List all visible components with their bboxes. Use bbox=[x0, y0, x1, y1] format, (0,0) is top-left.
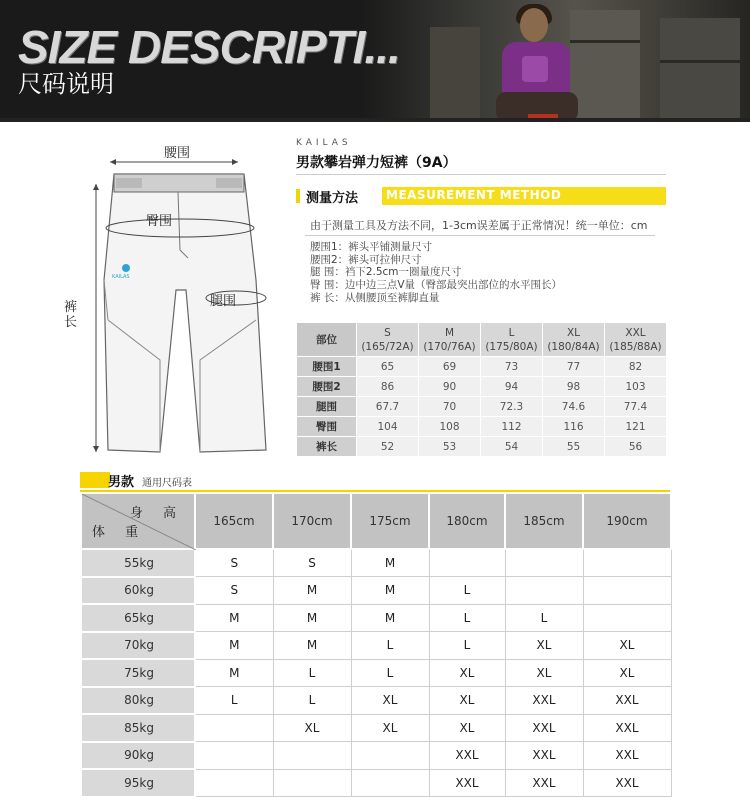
weight-label: 75kg bbox=[81, 659, 195, 687]
thigh-label: 腿围 bbox=[210, 294, 237, 309]
size-cell: XL bbox=[429, 659, 505, 687]
size-header: L (175/80A) bbox=[481, 323, 543, 357]
temple-pillar bbox=[430, 27, 480, 122]
divider bbox=[305, 235, 655, 236]
size-cell: L bbox=[351, 632, 429, 660]
table-cell: 98 bbox=[543, 377, 605, 397]
section-title-cn: 测量方法 bbox=[306, 191, 359, 206]
table-row bbox=[81, 714, 671, 742]
size-header: M (170/76A) bbox=[419, 323, 481, 357]
size-cell bbox=[273, 742, 351, 770]
men-chart-header bbox=[80, 470, 670, 492]
men-chart-title: 男款 bbox=[108, 475, 135, 490]
logo-text: KAILAS bbox=[112, 274, 130, 280]
size-header: XXL (185/88A) bbox=[605, 323, 667, 357]
weight-label: 80kg bbox=[81, 687, 195, 715]
table-row bbox=[81, 604, 671, 632]
row-label: 腰围1 bbox=[297, 357, 357, 377]
model-photo bbox=[488, 4, 586, 122]
table-cell: 82 bbox=[605, 357, 667, 377]
size-cell: XXL bbox=[505, 742, 583, 770]
size-cell: L bbox=[505, 604, 583, 632]
height-header: 185cm bbox=[505, 493, 583, 549]
legend-item: 腰围1：裤头平铺测量尺寸 bbox=[310, 241, 433, 253]
size-cell: M bbox=[351, 577, 429, 605]
table-cell: 52 bbox=[357, 437, 419, 457]
size-cell: L bbox=[429, 604, 505, 632]
banner-stripe bbox=[0, 118, 750, 122]
temple-detail bbox=[660, 60, 740, 63]
size-cell: XL bbox=[429, 687, 505, 715]
table-row bbox=[81, 577, 671, 605]
table-cell: 55 bbox=[543, 437, 605, 457]
table-cell: 90 bbox=[419, 377, 481, 397]
size-cell bbox=[429, 549, 505, 577]
legend-item: 臀 围：边中边三点V量（臀部最突出部位的水平围长） bbox=[310, 279, 563, 292]
table-cell: 116 bbox=[543, 417, 605, 437]
size-cell bbox=[505, 577, 583, 605]
section-marker bbox=[80, 472, 110, 488]
table-cell: 53 bbox=[419, 437, 481, 457]
size-cell: L bbox=[273, 659, 351, 687]
length-label: 裤长 bbox=[64, 300, 78, 330]
size-cell: XXL bbox=[583, 769, 671, 797]
size-cell bbox=[505, 549, 583, 577]
divider bbox=[296, 174, 666, 175]
table-header-row bbox=[81, 493, 671, 549]
table-cell: 56 bbox=[605, 437, 667, 457]
size-header: XL (180/84A) bbox=[543, 323, 605, 357]
size-cell bbox=[351, 742, 429, 770]
table-cell: 73 bbox=[481, 357, 543, 377]
table-cell: 77.4 bbox=[605, 397, 667, 417]
size-cell: M bbox=[273, 577, 351, 605]
table-corner bbox=[81, 493, 195, 549]
row-label: 腿围 bbox=[297, 397, 357, 417]
size-cell: L bbox=[351, 659, 429, 687]
table-row bbox=[81, 549, 671, 577]
table-cell: 70 bbox=[419, 397, 481, 417]
men-size-chart bbox=[80, 492, 672, 798]
size-cell: S bbox=[273, 549, 351, 577]
size-cell bbox=[583, 549, 671, 577]
size-cell: M bbox=[195, 632, 273, 660]
size-cell: XXL bbox=[505, 769, 583, 797]
pants-diagram bbox=[60, 140, 290, 460]
table-cell: 104 bbox=[357, 417, 419, 437]
height-header: 180cm bbox=[429, 493, 505, 549]
header-banner bbox=[0, 0, 750, 122]
size-cell: XL bbox=[351, 714, 429, 742]
size-cell: XL bbox=[429, 714, 505, 742]
brand-name: KAILAS bbox=[296, 138, 352, 148]
corner-height-label: 身 高 bbox=[129, 506, 184, 521]
size-cell bbox=[351, 769, 429, 797]
row-label: 腰围2 bbox=[297, 377, 357, 397]
size-cell bbox=[195, 769, 273, 797]
height-header: 190cm bbox=[583, 493, 671, 549]
size-cell: M bbox=[351, 604, 429, 632]
height-header: 170cm bbox=[273, 493, 351, 549]
size-cell: M bbox=[195, 659, 273, 687]
size-cell: M bbox=[195, 604, 273, 632]
pants-illustration bbox=[60, 140, 290, 460]
size-cell: XXL bbox=[583, 714, 671, 742]
banner-subtitle: 尺码说明 bbox=[18, 70, 114, 98]
row-label: 裤长 bbox=[297, 437, 357, 457]
size-cell: XL bbox=[505, 659, 583, 687]
weight-label: 95kg bbox=[81, 769, 195, 797]
table-cell: 65 bbox=[357, 357, 419, 377]
size-cell: XL bbox=[583, 659, 671, 687]
corner-weight-label: 体 重 bbox=[92, 525, 147, 540]
size-cell: L bbox=[273, 687, 351, 715]
weight-label: 90kg bbox=[81, 742, 195, 770]
table-cell: 69 bbox=[419, 357, 481, 377]
size-cell: XL bbox=[583, 632, 671, 660]
table-row bbox=[297, 437, 667, 457]
table-cell: 77 bbox=[543, 357, 605, 377]
size-cell bbox=[273, 769, 351, 797]
table-row bbox=[81, 659, 671, 687]
temple-pillar bbox=[660, 18, 740, 122]
table-cell: 72.3 bbox=[481, 397, 543, 417]
size-cell bbox=[583, 577, 671, 605]
table-row bbox=[81, 632, 671, 660]
size-cell: XXL bbox=[505, 687, 583, 715]
size-cell: XL bbox=[505, 632, 583, 660]
size-cell: XXL bbox=[583, 687, 671, 715]
table-cell: 67.7 bbox=[357, 397, 419, 417]
size-header: S (165/72A) bbox=[357, 323, 419, 357]
legend-item: 腰围2：裤头可拉伸尺寸 bbox=[310, 253, 422, 266]
table-row bbox=[297, 417, 667, 437]
size-cell bbox=[583, 604, 671, 632]
table-row bbox=[81, 769, 671, 797]
table-cell: 108 bbox=[419, 417, 481, 437]
table-corner: 部位 bbox=[297, 323, 357, 357]
table-row bbox=[297, 357, 667, 377]
legend-item: 腿 围：裆下2.5cm一圈量度尺寸 bbox=[310, 266, 462, 279]
size-cell: M bbox=[273, 632, 351, 660]
measurement-section-header bbox=[296, 187, 666, 205]
size-cell: L bbox=[429, 632, 505, 660]
table-row bbox=[297, 397, 667, 417]
size-cell: XL bbox=[273, 714, 351, 742]
table-row bbox=[81, 742, 671, 770]
row-label: 臀围 bbox=[297, 417, 357, 437]
table-cell: 54 bbox=[481, 437, 543, 457]
weight-label: 65kg bbox=[81, 604, 195, 632]
men-chart-body bbox=[81, 549, 671, 797]
weight-label: 70kg bbox=[81, 632, 195, 660]
table-cell: 74.6 bbox=[543, 397, 605, 417]
weight-label: 85kg bbox=[81, 714, 195, 742]
size-cell: XXL bbox=[429, 769, 505, 797]
table-cell: 112 bbox=[481, 417, 543, 437]
banner-title: SIZE DESCRIPTI... bbox=[18, 21, 400, 73]
table-row bbox=[297, 377, 667, 397]
table-cell: 86 bbox=[357, 377, 419, 397]
size-cell: L bbox=[429, 577, 505, 605]
size-cell: L bbox=[195, 687, 273, 715]
size-cell: S bbox=[195, 549, 273, 577]
legend-item: 裤 长：从侧腰顶至裤脚直量 bbox=[310, 291, 440, 304]
size-cell bbox=[195, 714, 273, 742]
table-cell: 94 bbox=[481, 377, 543, 397]
waist-label: 腰围 bbox=[164, 146, 191, 161]
men-chart-subtitle: 通用尺码表 bbox=[142, 478, 192, 489]
product-title: 男款攀岩弹力短裤（9A） bbox=[296, 155, 457, 171]
table-row bbox=[81, 687, 671, 715]
section-marker bbox=[296, 189, 300, 203]
size-cell: XXL bbox=[583, 742, 671, 770]
measurement-note: 由于测量工具及方法不同，1-3cm误差属于正常情况！统一单位：cm bbox=[310, 219, 648, 232]
size-spec-table bbox=[296, 322, 667, 457]
size-cell: XL bbox=[351, 687, 429, 715]
table-header-row bbox=[297, 323, 667, 357]
weight-label: 55kg bbox=[81, 549, 195, 577]
size-cell bbox=[195, 742, 273, 770]
size-cell: M bbox=[273, 604, 351, 632]
hip-label: 臀围 bbox=[146, 214, 173, 229]
weight-label: 60kg bbox=[81, 577, 195, 605]
measurement-legend bbox=[310, 241, 562, 304]
height-header: 175cm bbox=[351, 493, 429, 549]
size-cell: XXL bbox=[505, 714, 583, 742]
size-cell: XXL bbox=[429, 742, 505, 770]
size-cell: S bbox=[195, 577, 273, 605]
section-title-en: MEASUREMENT METHOD bbox=[386, 188, 562, 202]
size-cell: M bbox=[351, 549, 429, 577]
height-header: 165cm bbox=[195, 493, 273, 549]
table-cell: 121 bbox=[605, 417, 667, 437]
table-cell: 103 bbox=[605, 377, 667, 397]
